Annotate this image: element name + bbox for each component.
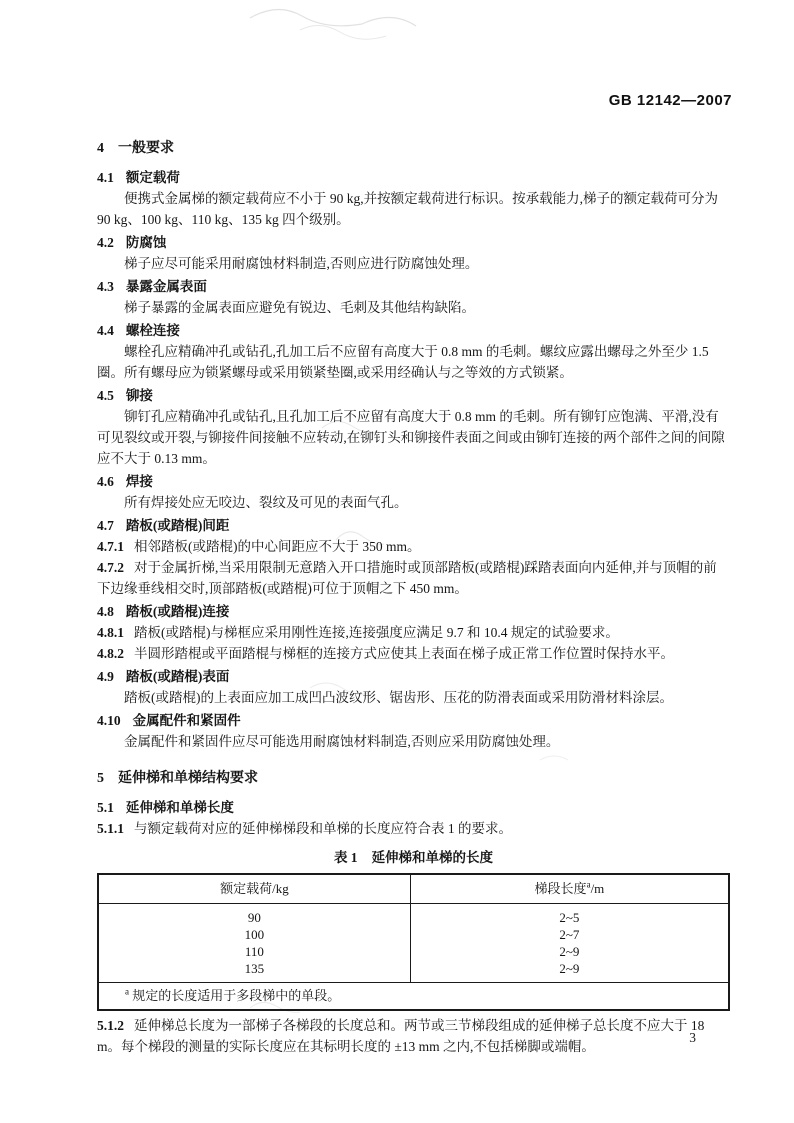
cell-load: 90 [98,903,410,926]
clause-title: 金属配件和紧固件 [132,713,241,728]
clause-4-8-heading [97,601,730,622]
clause-number: 4.1 [97,170,114,185]
clause-4-5-heading [97,385,730,406]
table-header-section-length [410,874,729,903]
clause-4-2-heading [97,232,730,253]
table-caption [97,847,730,868]
clause-text: 延伸梯总长度为一部梯子各梯段的长度总和。两节或三节梯段组成的延伸梯子总长度不应大于 18 m。每个梯段的测量的实际长度应在其标明长度的 ±13 mm 之内,不包括梯脚或端帽。 [97,1017,705,1054]
clause-title: 螺栓连接 [125,323,180,338]
clause-4-3-heading [97,276,730,297]
clause-5-1-heading [97,797,730,818]
para-4-3: 梯子暴露的金属表面应避免有锐边、毛刺及其他结构缺陷。 [124,300,475,315]
clause-4-10-heading [97,710,730,731]
cell-load: 110 [98,943,410,960]
document-body [97,138,730,1057]
table-footnote [98,982,729,1010]
cell-length: 2~9 [559,960,580,976]
clause-5-1-1 [97,818,730,839]
footnote-marker: a [586,879,591,890]
clause-5-1-2 [97,1015,730,1057]
clause-4-7-2 [97,557,730,599]
clause-number: 4.7.1 [97,539,124,554]
clause-number: 4.9 [97,669,114,684]
clause-title: 额定载荷 [125,170,180,185]
table-footnote-row [98,982,729,1010]
clause-number: 4.10 [97,713,121,728]
clause-4-6-heading [97,471,730,492]
clause-title: 踏板(或踏棍)连接 [125,604,230,619]
clause-4-4-heading [97,320,730,341]
clause-title: 暴露金属表面 [125,279,207,294]
table-row [98,943,729,960]
clause-number: 4.2 [97,235,114,250]
cell-length: 2~9 [559,943,580,959]
clause-number: 4.6 [97,474,114,489]
clause-number: 5.1 [97,800,114,815]
clause-4-7-heading [97,515,730,536]
para-4-5: 铆钉孔应精确冲孔或钻孔,且孔加工后不应留有高度大于 0.8 mm 的毛刺。所有铆钉应饱满、平滑,没有可见裂纹或开裂,与铆接件间接触不应转动,在铆钉头和铆接件表面之间或由铆钉连接的两个部件之间的间隙应不大于 0.13 mm。 [97,409,725,466]
clause-4-7-1 [97,536,730,557]
clause-number: 4.7 [97,518,114,533]
table-row [98,926,729,943]
cell-length: 2~5 [559,909,580,925]
section-title: 延伸梯和单梯结构要求 [118,771,258,786]
section-number: 5 [97,771,104,786]
para-4-10: 金属配件和紧固件应尽可能选用耐腐蚀材料制造,否则应采用防腐蚀处理。 [124,734,560,749]
cell-load: 135 [98,960,410,983]
para-4-6: 所有焊接处应无咬边、裂纹及可见的表面气孔。 [124,495,408,510]
table-header-rated-load: 额定载荷/kg [98,874,410,903]
section-title: 一般要求 [118,141,174,156]
clause-4-8-1 [97,622,730,643]
header-unit: /m [590,881,605,897]
para-4-2: 梯子应尽可能采用耐腐蚀材料制造,否则应进行防腐蚀处理。 [124,256,479,271]
table-row [98,960,729,983]
clause-text: 半圆形踏棍或平面踏棍与梯框的连接方式应使其上表面在梯子成正常工作位置时保持水平。 [134,646,674,661]
footnote-text: 规定的长度适用于多段梯中的单段。 [132,987,341,1003]
para-4-4: 螺栓孔应精确冲孔或钻孔,孔加工后不应留有高度大于 0.8 mm 的毛刺。螺纹应露出螺母之外至少 1.5 圈。所有螺母应为锁紧螺母或采用锁紧垫圈,或采用经确认与之等效的方式锁紧。 [97,344,709,380]
cell-length: 2~7 [559,926,580,942]
clause-text: 与额定载荷对应的延伸梯梯段和单梯的长度应符合表 1 的要求。 [134,821,512,836]
clause-number: 4.8.2 [97,646,124,661]
para-4-9: 踏板(或踏棍)的上表面应加工成凹凸波纹形、锯齿形、压花的防滑表面或采用防滑材料涂层。 [124,690,673,705]
page-number: 3 [689,1030,696,1045]
clause-number: 4.8 [97,604,114,619]
table-row [98,903,729,926]
clause-title: 踏板(或踏棍)间距 [125,518,230,533]
section-number: 4 [97,141,104,156]
clause-title: 焊接 [125,474,153,489]
clause-title: 防腐蚀 [125,235,167,250]
clause-title: 踏板(或踏棍)表面 [125,669,230,684]
table-header-row [98,874,729,903]
clause-number: 4.7.2 [97,560,124,575]
para-4-1: 便携式金属梯的额定载荷应不小于 90 kg,并按额定载荷进行标识。按承载能力,梯子的额定载荷可分为 90 kg、100 kg、110 kg、135 kg 四个级别。 [97,191,718,227]
clause-title: 延伸梯和单梯长度 [125,800,234,815]
clause-4-9-heading [97,666,730,687]
clause-text: 对于金属折梯,当采用限制无意踏入开口措施时或顶部踏板(或踏棍)踩踏表面向内延伸,并与顶帽的前下边缘垂线相交时,顶部踏板(或踏棍)可位于顶帽之下 450 mm。 [97,560,717,596]
clause-text: 踏板(或踏棍)与梯框应采用刚性连接,连接强度应满足 9.7 和 10.4 规定的试验要求。 [134,625,619,640]
section-4-heading [97,138,730,159]
clause-text: 相邻踏板(或踏棍)的中心间距应不大于 350 mm。 [134,539,421,554]
header-text: 梯段长度 [534,881,587,897]
clause-4-1-heading [97,167,730,188]
table-caption-title: 延伸梯和单梯的长度 [371,850,494,865]
cell-load: 100 [98,926,410,943]
clause-title: 铆接 [125,388,153,403]
clause-number: 4.4 [97,323,114,338]
clause-number: 4.5 [97,388,114,403]
table-caption-label: 表 1 [333,850,358,865]
section-5-heading [97,768,730,789]
standard-code: GB 12142—2007 [608,92,732,109]
clause-number: 5.1.2 [97,1017,124,1033]
table-ladder-lengths [97,873,730,1011]
footnote-marker: a [125,986,129,997]
clause-4-8-2 [97,643,730,664]
clause-number: 4.8.1 [97,625,124,640]
clause-number: 4.3 [97,279,114,294]
clause-number: 5.1.1 [97,821,124,836]
